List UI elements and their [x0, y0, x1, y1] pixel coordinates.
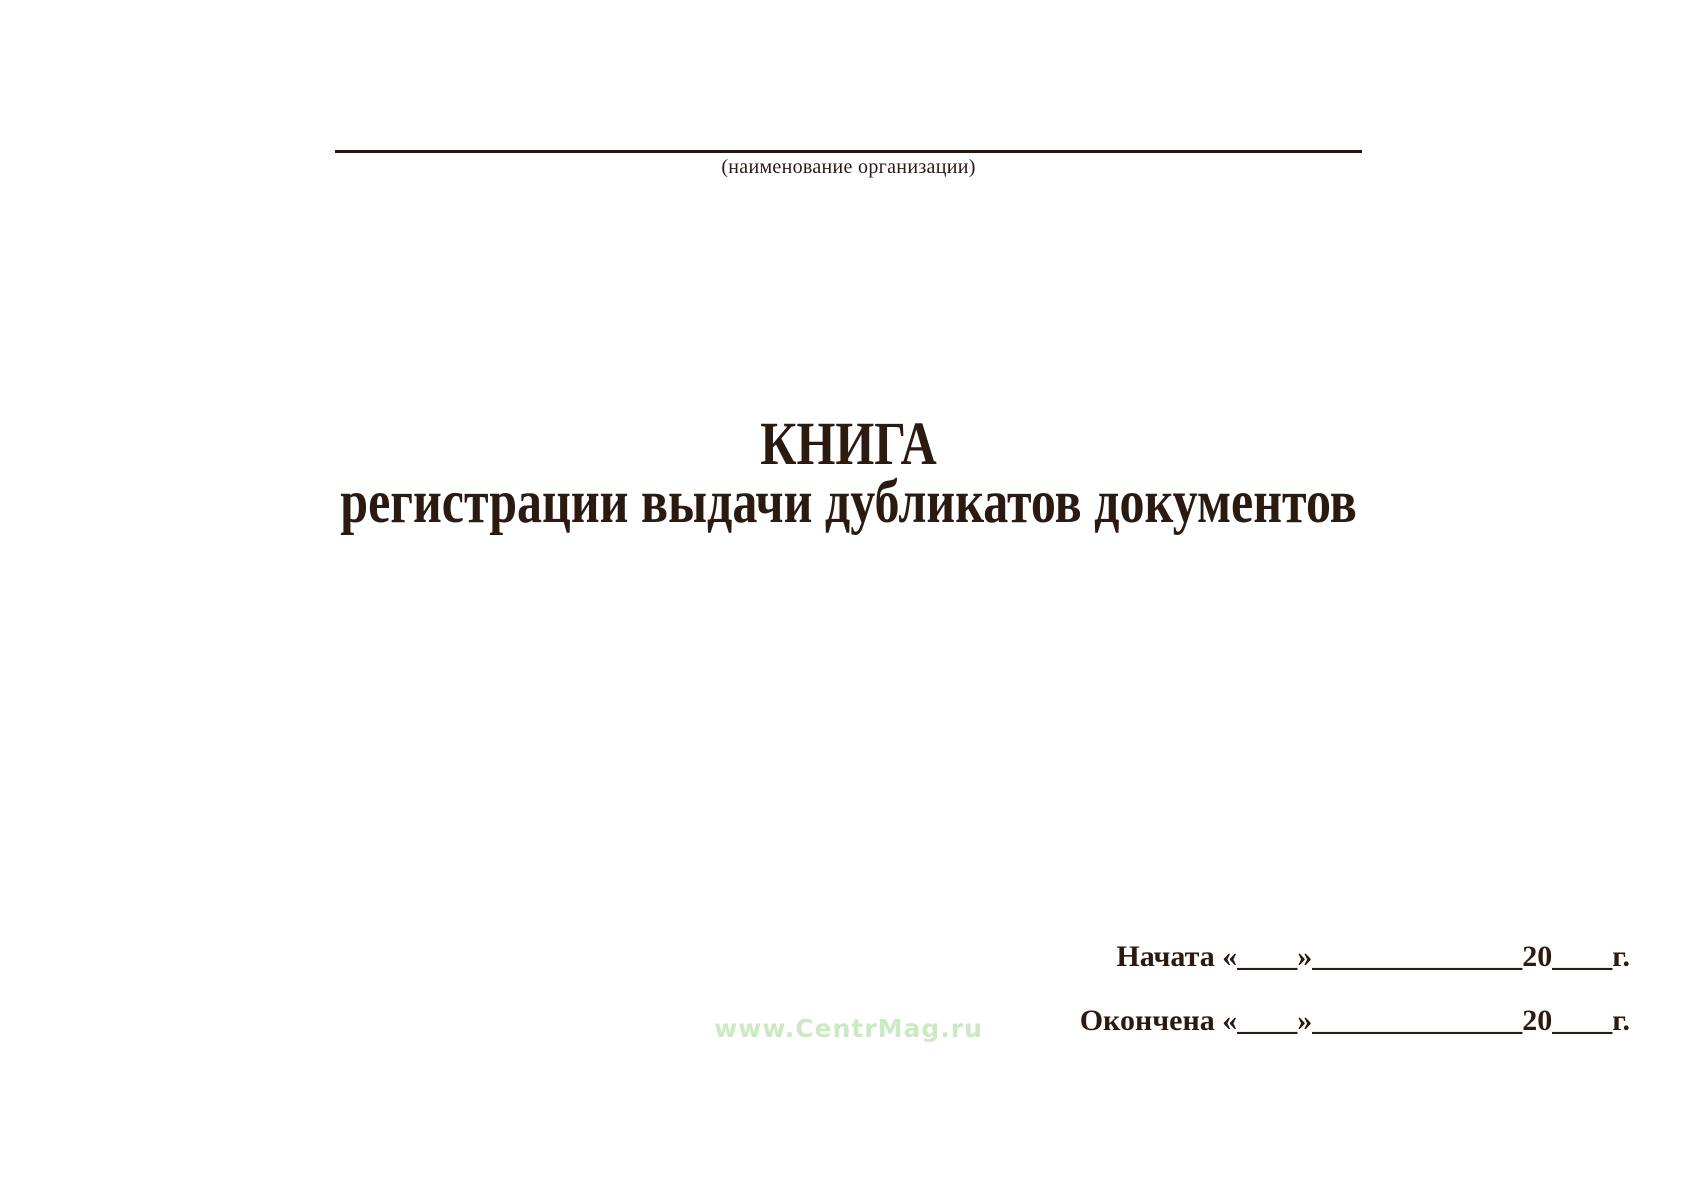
title-line-1: КНИГА	[760, 411, 937, 478]
title-line-2: регистрации выдачи дубликатов документов	[340, 469, 1357, 536]
organization-caption: (наименование организации)	[721, 156, 976, 178]
finished-date-line: Окончена «____»______________20____г.	[1079, 1004, 1630, 1037]
watermark: www.CentrMag.ru	[714, 1014, 983, 1043]
organization-name-blank-line	[335, 150, 1362, 153]
document-title	[153, 411, 1545, 536]
started-date-line: Начата «____»______________20____г.	[1116, 940, 1630, 973]
